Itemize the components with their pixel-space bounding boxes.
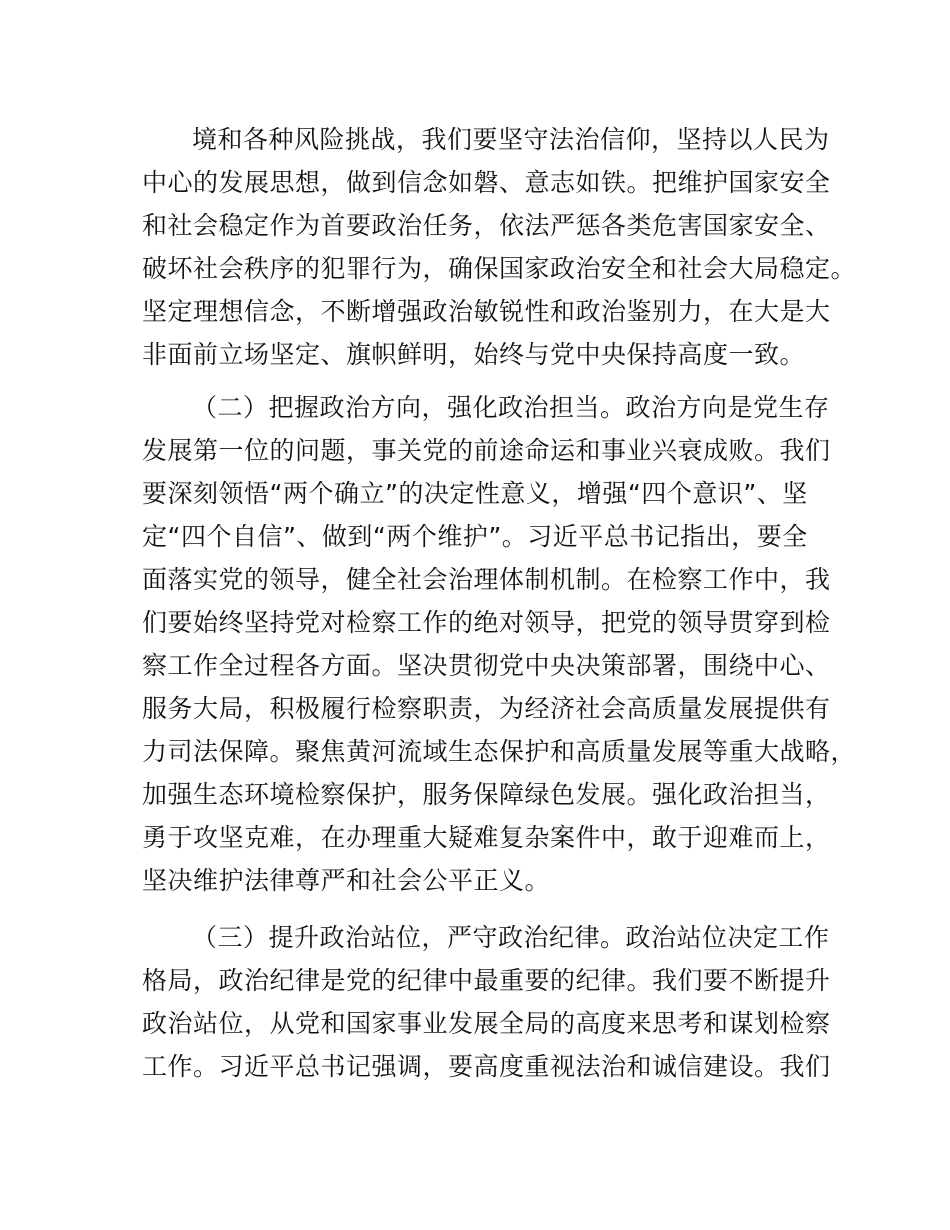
paragraph-line: 政治站位，从党和国家事业发展全局的高度来思考和谋划检察 [142, 1009, 831, 1038]
paragraph-line: 加强生态环境检察保护，服务保障绿色发展。强化政治担当， [142, 780, 831, 809]
paragraph-2 [142, 386, 857, 902]
paragraph-line: 格局，政治纪律是党的纪律中最重要的纪律。我们要不断提升 [142, 966, 831, 995]
paragraph-line: 勇于攻坚克难，在办理重大疑难复杂案件中，敢于迎难而上， [142, 823, 831, 852]
paragraph-line: 破坏社会秩序的犯罪行为，确保国家政治安全和社会大局稳定。 [142, 254, 857, 283]
paragraph-1 [142, 118, 857, 376]
paragraph-line: （三）提升政治站位，严守政治纪律。政治站位决定工作 [192, 923, 830, 952]
paragraph-line: 和社会稳定作为首要政治任务，依法严惩各类危害国家安全、 [142, 211, 831, 240]
paragraph-line: 们要始终坚持党对检察工作的绝对领导，把党的领导贯穿到检 [142, 608, 831, 637]
paragraph-line: 工作。习近平总书记强调，要高度重视法治和诚信建设。我们 [142, 1052, 831, 1081]
paragraph-line: 中心的发展思想，做到信念如磐、意志如铁。把维护国家安全 [142, 168, 831, 197]
paragraph-line: 境和各种风险挑战，我们要坚守法治信仰，坚持以人民为 [192, 125, 830, 154]
paragraph-3 [142, 916, 832, 1088]
paragraph-line: 非面前立场坚定、旗帜鲜明，始终与党中央保持高度一致。 [142, 340, 806, 369]
paragraph-line: 发展第一位的问题，事关党的前途命运和事业兴衰成败。我们 [142, 436, 831, 465]
paragraph-line: 要深刻领悟“两个确立”的决定性意义，增强“四个意识”、坚 [142, 479, 808, 508]
paragraph-line: （二）把握政治方向，强化政治担当。政治方向是党生存 [192, 393, 830, 422]
paragraph-line: 坚决维护法律尊严和社会公平正义。 [142, 866, 551, 895]
paragraph-line: 察工作全过程各方面。坚决贯彻党中央决策部署，围绕中心、 [142, 651, 831, 680]
paragraph-line: 面落实党的领导，健全社会治理体制机制。在检察工作中，我 [142, 565, 831, 594]
paragraph-line: 力司法保障。聚焦黄河流域生态保护和高质量发展等重大战略， [142, 737, 857, 766]
paragraph-line: 服务大局，积极履行检察职责，为经济社会高质量发展提供有 [142, 694, 831, 723]
paragraph-line: 定“四个自信”、做到“两个维护”。习近平总书记指出，要全 [142, 522, 808, 551]
paragraph-line: 坚定理想信念，不断增强政治敏锐性和政治鉴别力，在大是大 [142, 297, 831, 326]
